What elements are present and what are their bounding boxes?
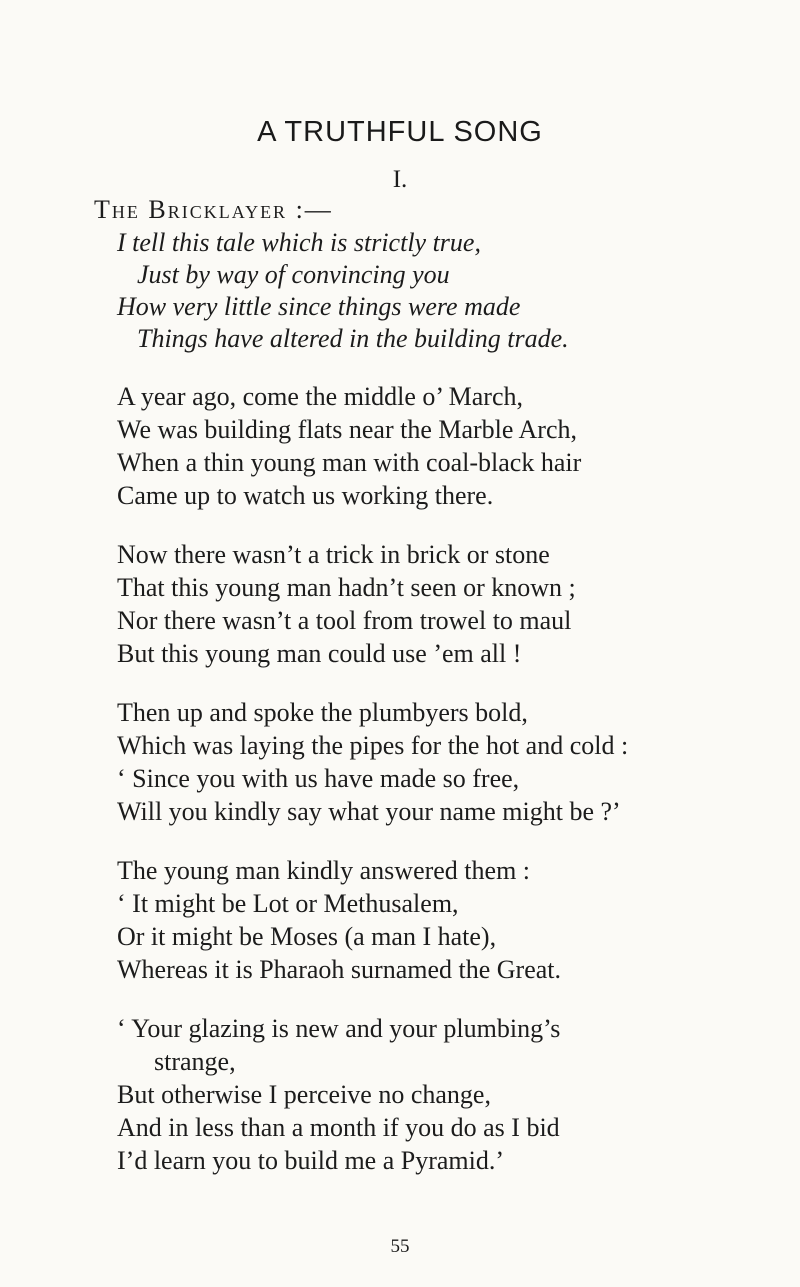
verse-line: That this young man hadn’t seen or known ; [117, 573, 576, 602]
intro-line: Things have altered in the building trade. [137, 324, 569, 353]
verse-line: ‘ It might be Lot or Methusalem, [117, 889, 459, 918]
verse-line: We was building flats near the Marble Arch, [117, 415, 577, 444]
verse-line: Whereas it is Pharaoh surnamed the Great. [117, 955, 562, 984]
verse-line: Will you kindly say what your name might be ?’ [117, 797, 621, 826]
verse-line: ‘ Your glazing is new and your plumbing’s [117, 1014, 561, 1043]
intro-line: Just by way of convincing you [137, 260, 450, 289]
verse-line: But otherwise I perceive no change, [117, 1080, 491, 1109]
verse-line: Now there wasn’t a trick in brick or stone [117, 540, 550, 569]
verse-line: The young man kindly answered them : [117, 856, 531, 885]
speaker-heading: The Bricklayer :— [94, 195, 333, 224]
page-title: A TRUTHFUL SONG [257, 116, 543, 148]
intro-line: How very little since things were made [117, 292, 521, 321]
verse-line: When a thin young man with coal-black hair [117, 448, 582, 477]
verse-line: Or it might be Moses (a man I hate), [117, 922, 497, 951]
verse-line: Which was laying the pipes for the hot and cold : [117, 731, 629, 760]
verse-line: A year ago, come the middle o’ March, [117, 382, 523, 411]
verse-line: Nor there wasn’t a tool from trowel to maul [117, 606, 572, 635]
verse-line: Then up and spoke the plumbyers bold, [117, 698, 528, 727]
intro-line: I tell this tale which is strictly true, [117, 228, 481, 257]
section-number: I. [392, 166, 408, 193]
verse-line: But this young man could use ’em all ! [117, 639, 522, 668]
page-number: 55 [390, 1236, 410, 1257]
verse-line: ‘ Since you with us have made so free, [117, 764, 520, 793]
verse-line: And in less than a month if you do as I bid [117, 1113, 560, 1142]
verse-line: strange, [154, 1047, 236, 1076]
verse-line: I’d learn you to build me a Pyramid.’ [117, 1146, 505, 1175]
verse-line: Came up to watch us working there. [117, 481, 494, 510]
